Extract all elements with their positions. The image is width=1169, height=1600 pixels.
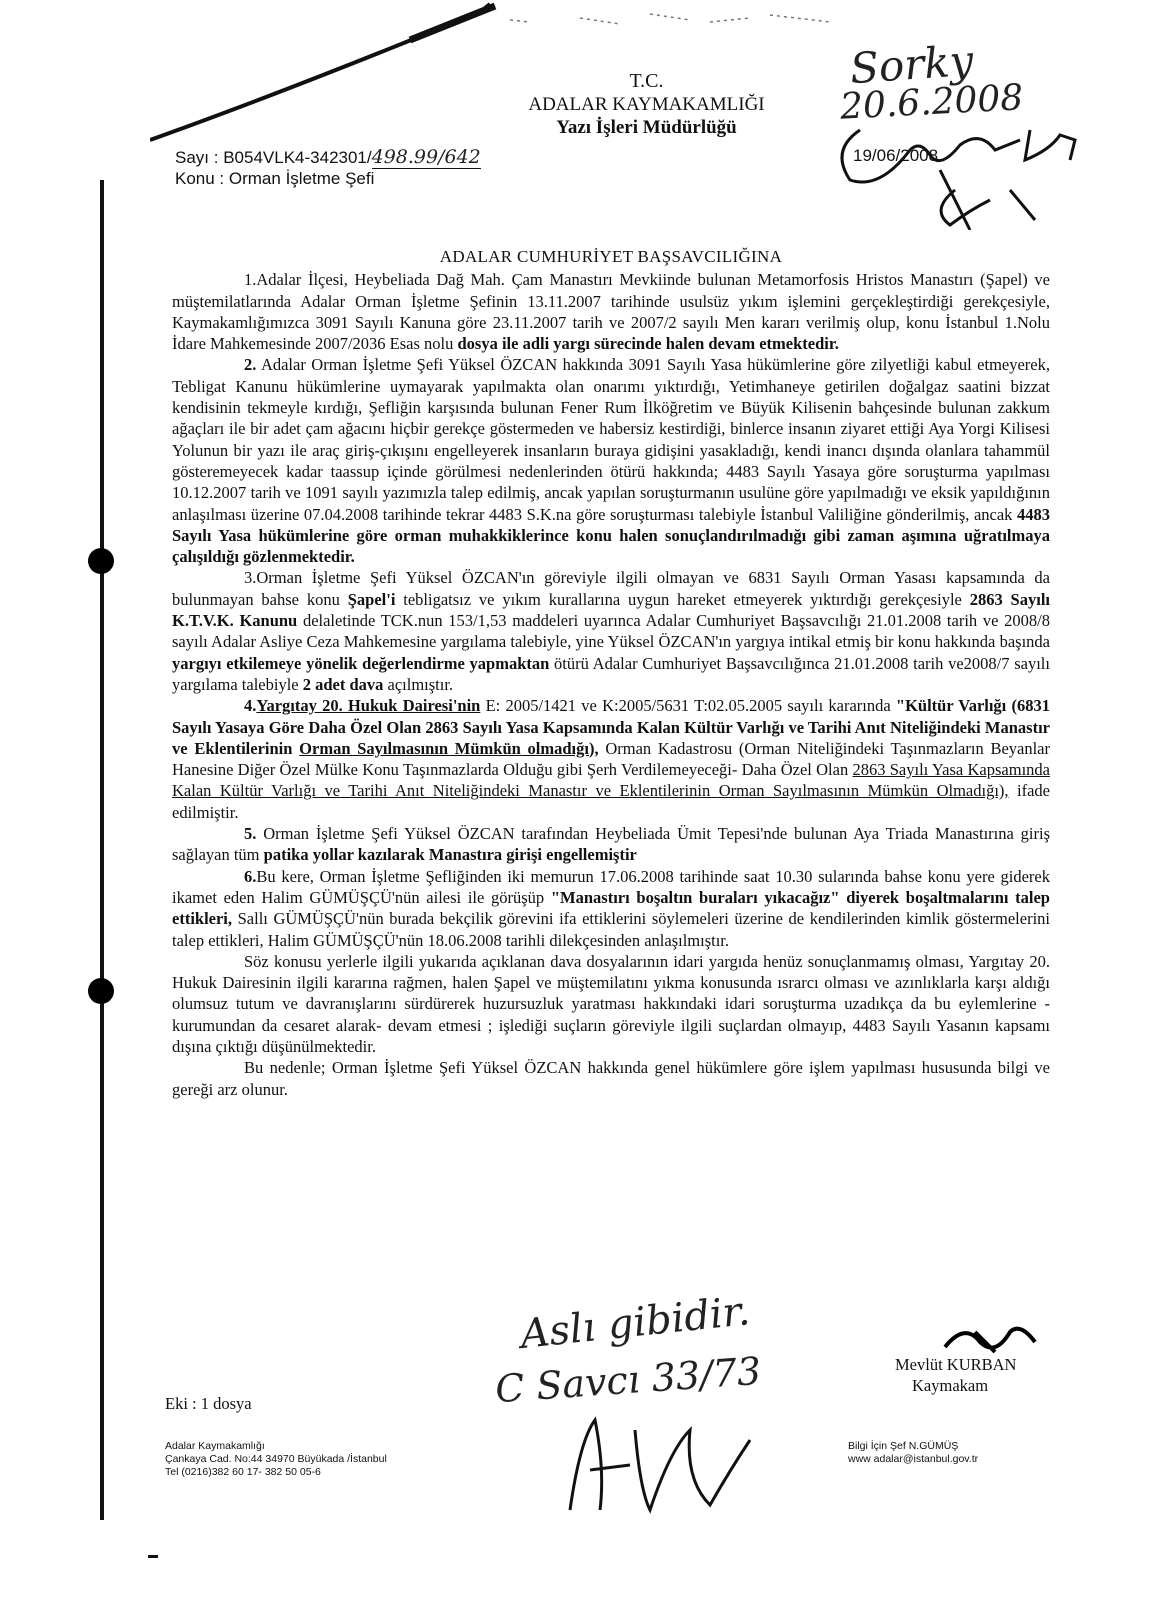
paragraph-2 [172, 354, 1050, 567]
signatory-name: Mevlüt KURBAN [895, 1355, 1017, 1374]
attachment-note: Eki : 1 dosya [165, 1394, 252, 1413]
addressee: ADALAR CUMHURİYET BAŞSAVCILIĞINA [439, 247, 783, 266]
paragraph-3-text: delaletinde TCK.nun 153/1,53 maddeleri uyarınca Adalar Cumhuriyet Başsavcılığı 21.01.2008 tarih ve 2008/8 sayılı Adalar Asliye Ceza Mahkemesine yargılama talebiyle, yine Yüksel ÖZCAN'ın yargıya intikal etmiş bir konu hakkında başında [172, 611, 1050, 652]
paragraph-8: Bu nedenle; Orman İşletme Şefi Yüksel ÖZCAN hakkında genel hükümlere göre işlem yapılması hususunda bilgi ve gereği arz olunur. [172, 1058, 1050, 1099]
footer-institution: Adalar Kaymakamlığı [165, 1440, 265, 1452]
paragraph-4 [172, 695, 1050, 823]
paragraph-3-bold: 2863 Sayılı K.T.V.K. Kanunu [172, 589, 1050, 631]
paragraph-4-text: ifade edilmiştir. [172, 781, 1050, 822]
paragraph-2-number: 2. [244, 355, 257, 375]
footer-info-contact: Bilgi İçin Şef N.GÜMÜŞ [848, 1440, 959, 1452]
paragraph-1-bold: dosya ile adli yargı sürecinde halen devam etmektedir. [457, 334, 839, 354]
reference-value: B054VLK4-342301/ [223, 148, 372, 167]
footer-phone: Tel (0216)382 60 17- 382 50 05-6 [165, 1466, 321, 1478]
footer-street: Çankaya Cad. No:44 34970 Büyükada /İstanbul [165, 1453, 387, 1465]
letterhead-tc: T.C. [629, 70, 664, 92]
reference-label: Sayı : [175, 148, 219, 167]
handwritten-initials [560, 1410, 780, 1520]
paragraph-3-text: tebligatsız ve yıkım kurallarına uygun hareket etmeyerek yıktırdığı gerekçesiyle [395, 589, 970, 609]
paragraph-7: Söz konusu yerlerle ilgili yukarıda açıklanan dava dosyalarının idari yargıda henüz sonuçlanmamış olması, Yargıtay 20. Hukuk Dairesinin ilgili kararına rağmen, halen Şapel ve müştemilatını yıkma konusunda ısrarcı olması ve azınlıklarla karşı aldığı olumsuz tutum ve davranışlarını sürdürerek huzursuzluk yaratması hakkındaki idari soruşturma uzadıkça da bu eylemlerine -kurumundan da cesaret alarak- devam etmesi ; işlediği suçların göreviyle ilgili suçlardan olmayıp, 4483 Sayılı Yasanın kapsamı dışına çıktığı düşünülmektedir. [172, 951, 1050, 1056]
scan-mark [148, 1555, 158, 1558]
paragraph-6-text: Bu kere, Orman İşletme Şefliğinden iki memurun 17.06.2008 tarihinde saat 10.30 sularında bahse konu yere giderek ikamet eden Halim GÜMÜŞÇÜ'nün ailesi ile görüşüp [172, 866, 1050, 907]
subject-value: Orman İşletme Şefi [228, 169, 375, 188]
handwritten-certification: Aslı gibidir. [518, 1288, 753, 1358]
letter-body [172, 246, 1050, 1100]
paragraph-5-number: 5. [244, 824, 257, 844]
paragraph-6-number: 6. [244, 866, 257, 886]
margin-hole [88, 548, 114, 574]
footer-address [165, 1440, 387, 1479]
paragraph-3-bold: yargıyı etkilemeye yönelik değerlendirme yapmaktan [172, 653, 550, 673]
handwritten-prosecutor: C Savcı 33/73 [493, 1348, 763, 1412]
signatory-title: Kaymakam [912, 1376, 989, 1395]
paragraph-3 [172, 567, 1050, 695]
paragraph-1 [172, 269, 1050, 354]
paragraph-5-bold: patika yollar kazılarak Manastıra girişi engellemiştir [263, 845, 637, 865]
subject-line [175, 169, 374, 189]
paragraph-3-bold: Şapel'i [347, 589, 396, 609]
paragraph-5 [172, 823, 1050, 866]
footer-website-email: www adalar@istanbul.gov.tr [848, 1453, 979, 1465]
reference-number [175, 146, 481, 168]
paragraph-5-text: Orman İşletme Şefi Yüksel ÖZCAN tarafından Heybeliada Ümit Tepesi'nde bulunan Aya Triada Manastırına giriş sağlayan tüm [172, 824, 1050, 865]
paragraph-2-bold: 4483 Sayılı Yasa hükümlerine göre orman muhakkiklerince konu halen sonuçlandırılmadığı gibi zaman aşımına uğratılmaya çalışıldığı gözlenmektedir. [172, 504, 1050, 567]
paragraph-4-number: 4. [244, 696, 257, 716]
handwritten-note: Sorky [848, 35, 975, 94]
paragraph-6 [172, 866, 1050, 951]
paragraph-4-bold: "Kültür Varlığı (6831 Sayılı Yasaya Göre Daha Özel Olan 2863 Sayılı Yasa Kapsamında Kalan Kültür Varlığı ve Tarihi Anıt Niteliğindeki Manastır ve Eklentilerinin [172, 696, 1050, 758]
paragraph-3-text: açılmıştır. [383, 674, 454, 694]
paragraph-1-text: 1.Adalar İlçesi, Heybeliada Dağ Mah. Çam Manastırı Mevkiinde bulunan Metamorfosis Hristos Manastırı (Şapel) ve müştemilatlarında Adalar Orman İşletme Şefinin 13.11.2007 tarihinde usulsüz yıkım işlemini gerçekleştirdiği gerekçesiyle, Kaymakamlığımızca 3091 Sayılı Kanuna göre 23.11.2007 tarih ve 2007/2 sayılı Men kararı verilmiş olup, konu İstanbul 1.Nolu İdare Mahkemesinde 2007/2036 Esas nolu [172, 270, 1050, 354]
footer-contact [848, 1440, 978, 1466]
letterhead-department: Yazı İşleri Müdürlüğü [556, 117, 737, 138]
left-margin-line [100, 180, 104, 1520]
paragraph-4-text: E: 2005/1421 ve K:2005/5631 T:02.05.2005 sayılı kararında [480, 696, 896, 716]
paragraph-2-text: Adalar Orman İşletme Şefi Yüksel ÖZCAN hakkında 3091 Sayılı Yasa hükümlerine göre zilyetliği kabul etmeyerek, Tebligat Kanunu hükümlerine uymayarak yapılmakta olan onarımı yıktırdığı, Yetimhaneye getirilen doğalgaz saatini bizzat kendisinin tekmeyle kırdığı, Şefliğin karşısında bulunan Fener Rum İlköğretim ve Büyük Kilisenin bahçesinde bulunan zakkum ağaçları ile bir adet çam ağacını hiçbir gerekçe göstermeden ve habersiz kestirdiği, binlerce insanın ziyaret ettiği Aya Yorgi Kilisesi Yolunun bir yazı ile araç giriş-çıkışını engelleyerek insanların buraya gidişini yasakladığı, kendi inancı dışında olanlara tahammül gösteremeyecek kadar taassup içinde görülmesi nedenlerinden ötürü hakkında; 4483 Sayılı Yasaya göre soruşturma yapılması 10.12.2007 tarih ve 1091 sayılı yazımızla talep edilmiş, ancak yapılan soruşturmanın usulüne göre yapılmadığı ve eksik yapıldığının anlaşılması üzerine 07.04.2008 tarihinde tekrar 4483 S.K.na göre soruşturması talebiyle İstanbul Valiliğine gönderilmiş, ancak [172, 355, 1050, 524]
document-date: 19/06/2008 [853, 146, 939, 165]
letterhead-institution: ADALAR KAYMAKAMLIĞI [528, 94, 765, 115]
margin-hole [88, 978, 114, 1004]
paragraph-6-text: Sallı GÜMÜŞÇÜ'nün burada bekçilik görevini ifa ettiklerini söylemeleri üzerine de kendilerinden kimlik göstermelerini talep ettikleri, Halim GÜMÜŞÇÜ'nün 18.06.2008 tarihli dilekçesinden anlaşılmıştır. [172, 909, 1050, 950]
reference-handwritten: 498.99/642 [371, 146, 481, 168]
subject-label: Konu : [175, 169, 225, 188]
handwritten-signature [820, 110, 1100, 230]
paragraph-4-underlined: 2863 Sayılı Yasa Kapsamında Kalan Kültür Varlığı ve Tarihi Anıt Niteliğindeki Manastır ve Eklentilerinin Orman Sayılmasının Mümkün Olmadığı), [172, 760, 1050, 801]
paragraph-6-bold: "Manastırı boşaltın buraları yıkacağız" diyerek boşaltmalarını talep ettikleri, [172, 887, 1050, 929]
paragraph-4-bold: ), [588, 738, 599, 758]
paragraph-3-bold: 2 adet dava [302, 674, 384, 694]
handwritten-date: 20.6.2008 [839, 77, 1025, 128]
paragraph-4-text: Orman Kadastrosu (Orman Niteliğindeki Taşınmazların Beyanlar Hanesine Diğer Özel Mülke Konu Taşınmazlarda Olduğu gibi Şerh Verdilemeyeceği- Daha Özel Olan [172, 738, 1051, 780]
paragraph-3-text: ötürü Adalar Cumhuriyet Başsavcılığınca 21.01.2008 tarih ve2008/7 sayılı yargılama talebiyle [172, 653, 1050, 694]
paragraph-4-court: Yargıtay 20. Hukuk Dairesi'nin [256, 696, 481, 716]
paragraph-3-text: 3.Orman İşletme Şefi Yüksel ÖZCAN'ın göreviyle ilgili olmayan ve 6831 Sayılı Orman Yasası kapsamında da bulunmayan bahse konu [172, 568, 1050, 609]
paragraph-4-bold-underlined: Orman Sayılmasının Mümkün olmadığı [299, 738, 589, 758]
